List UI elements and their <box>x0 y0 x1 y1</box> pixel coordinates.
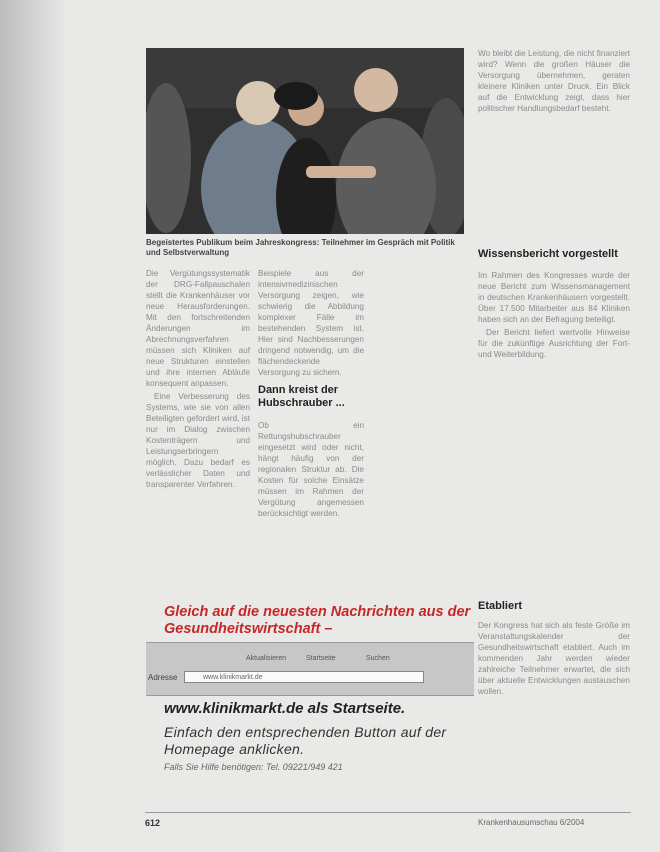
paragraph: Die Vergütungssystematik der DRG-Fallpauschalen stellt die Krankenhäuser vor neue Herausforderungen. Mit den fortschreitenden Änderungen im Abrechnungsverfahren müssen sich Kliniken auf neue Strukturen einstellen und ihre internen Abläufe konsequent anpassen. <box>146 269 250 388</box>
column-right-middle <box>478 270 630 360</box>
paragraph: Im Rahmen des Kongresses wurde der neue Bericht zum Wissensmanagement in deutschen Krankenhäusern vorgestellt. Über 17.500 Mitarbeiter aus 84 Kliniken haben sich an der Befragung beteiligt. <box>478 271 630 324</box>
footer-rule <box>145 812 631 813</box>
column-middle-top <box>258 268 364 378</box>
event-photo <box>146 48 464 234</box>
toolbar-home-label: Startseite <box>306 655 336 662</box>
column-left <box>146 268 250 490</box>
ad-headline: Gleich auf die neuesten Nachrichten aus der Gesundheitswirtschaft – <box>164 604 471 637</box>
paragraph: Der Bericht liefert wertvolle Hinweise für die zukünftige Ausrichtung der Fort- und Weiterbildung. <box>478 328 630 359</box>
paragraph: Eine Verbesserung des Systems, wie sie von allen Beteiligten gefordert wird, ist nur im Dialog zwischen Kostenträgern und Leistungserbringern möglich. Dazu bedarf es verlässlicher Daten und transparenter Verfahren. <box>146 392 250 489</box>
address-label: Adresse <box>148 673 178 682</box>
page-gutter-shadow <box>0 0 64 852</box>
footer-source: Krankenhausumschau 6/2004 <box>478 818 585 827</box>
ad-url-line: www.klinikmarkt.de als Startseite. <box>164 700 406 717</box>
paragraph: Ob ein Rettungshubschrauber eingesetzt wird oder nicht, hängt häufig von der regionalen Struktur ab. Die Kosten für solche Einsätze müssen im Rahmen der Vergütung angemessen berücksichtigt werden. <box>258 421 364 518</box>
photo-caption: Begeistertes Publikum beim Jahreskongress: Teilnehmer im Gespräch mit Politik und Selbstverwaltung <box>146 238 455 257</box>
column-middle-bottom <box>258 420 364 519</box>
paragraph: Beispiele aus der intensivmedizinischen Versorgung zeigen, wie schwierig die Abbildung komplexer Fälle im bestehenden System ist. Hier sind Nachbesserungen dringend notwendig, um die flächendeckende Versorgung zu sichern. <box>258 269 364 377</box>
subhead-hubschrauber: Dann kreist der Hubschrauber ... <box>258 384 345 409</box>
address-bar: www.klinikmarkt.de <box>184 671 424 683</box>
ad-instruction: Einfach den entsprechenden Button auf der Homepage anklicken. <box>164 724 447 757</box>
column-right-bottom <box>478 620 630 697</box>
subhead-etabliert: Etabliert <box>478 600 523 612</box>
klinikmarkt-ad <box>146 600 474 780</box>
event-photo-graphic <box>146 48 464 234</box>
paragraph: Der Kongress hat sich als feste Größe im Veranstaltungskalender der Gesundheitswirtschaft etabliert. Auch im kommenden Jahr werden wieder zahlreiche Teilnehmer erwartet, die sich über aktuelle Entwicklungen austauschen wollen. <box>478 621 630 696</box>
ad-help-hint: Falls Sie Hilfe benötigen: Tel. 09221/949 421 <box>164 762 343 772</box>
page-number: 612 <box>145 818 161 828</box>
paragraph: Wo bleibt die Leistung, die nicht finanziert wird? Wenn die großen Häuser die Versorgung übernehmen, geraten kleinere Kliniken unter Druck. Ein Blick auf die Entwicklung zeigt, dass hier politischer Handlungsbedarf besteht. <box>478 49 630 113</box>
subhead-wissensbericht: Wissensbericht vorgestellt <box>478 248 618 260</box>
toolbar-search-label: Suchen <box>366 655 390 662</box>
browser-toolbar-illustration <box>146 642 474 696</box>
toolbar-refresh-label: Aktualisieren <box>246 655 287 662</box>
column-right-top <box>478 48 630 114</box>
